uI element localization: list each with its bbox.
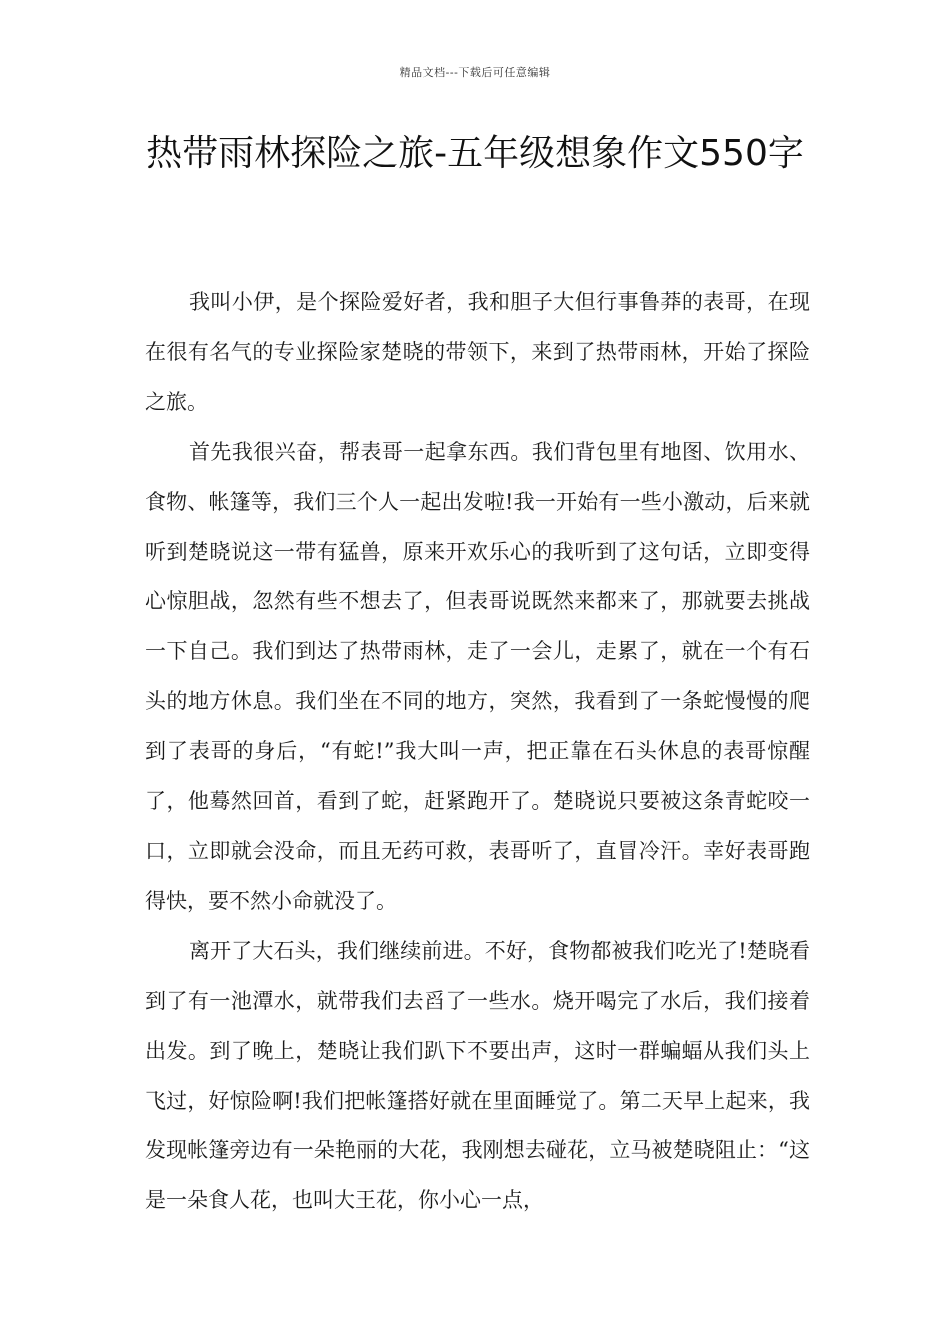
document-title: 热带雨林探险之旅-五年级想象作文550字	[146, 133, 804, 174]
paragraph: 首先我很兴奋，帮表哥一起拿东西。我们背包里有地图、饮用水、食物、帐篷等，我们三个人一起出发啦!我一开始有一些小激动，后来就听到楚晓说这一带有猛兽，原来开欢乐心的我听到了这句话，立即变得心惊胆战，忽然有些不想去了，但表哥说既然来都来了，那就要去挑战一下自己。我们到达了热带雨林，走了一会儿，走累了，就在一个有石头的地方休息。我们坐在不同的地方，突然，我看到了一条蛇慢慢的爬到了表哥的身后，“有蛇!”我大叫一声，把正靠在石头休息的表哥惊醒了，他蓦然回首，看到了蛇，赶紧跑开了。楚晓说只要被这条青蛇咬一口，立即就会没命，而且无药可救，表哥听了，直冒冷汗。幸好表哥跑得快，要不然小命就没了。	[145, 439, 810, 913]
paragraph: 我叫小伊，是个探险爱好者，我和胆子大但行事鲁莽的表哥，在现在很有名气的专业探险家楚晓的带领下，来到了热带雨林，开始了探险之旅。	[145, 290, 810, 414]
paragraph: 离开了大石头，我们继续前进。不好，食物都被我们吃光了!楚晓看到了有一池潭水，就带我们去舀了一些水。烧开喝完了水后，我们接着出发。到了晚上，楚晓让我们趴下不要出声，这时一群蝙蝠从我们头上飞过，好惊险啊!我们把帐篷搭好就在里面睡觉了。第二天早上起来，我发现帐篷旁边有一朵艳丽的大花，我刚想去碰花，立马被楚晓阻止：“这是一朵食人花，也叫大王花，你小心一点，	[145, 938, 810, 1213]
page-header: 精品文档---下载后可任意编辑	[399, 66, 551, 79]
document-body	[145, 278, 810, 1226]
